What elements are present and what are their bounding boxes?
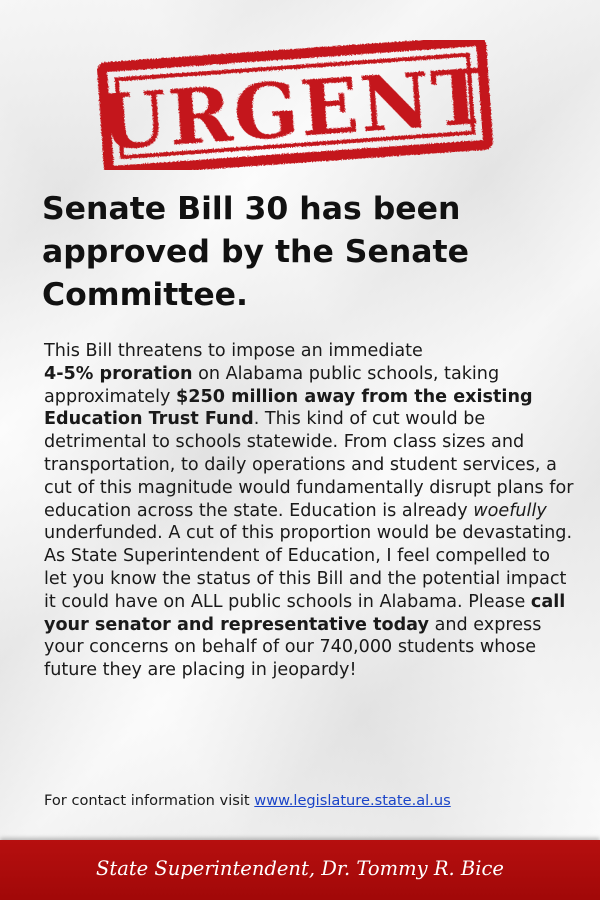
body-paragraph — [44, 340, 574, 682]
body-text-4: underfunded. A cut of this proportion would be devastating. As State Superintendent of Education, I feel compelled to let you know the status of this Bill and the potential impact it could have on ALL public schools in Alabama. Please — [44, 523, 573, 612]
body-text-3: . This kind of cut would be detrimental to schools statewide. From class sizes and transportation, to daily operations and student services, a cut of this magnitude would fundamentally disrupt plans for education across the state. Education is already — [44, 409, 574, 521]
funding-cut-highlight: $250 million away from the existing Education Trust Fund — [44, 386, 533, 430]
proration-highlight: 4-5% proration — [44, 363, 193, 384]
footer-signature: State Superintendent, Dr. Tommy R. Bice — [96, 857, 504, 880]
urgent-stamp-graphic — [95, 40, 495, 170]
urgent-stamp-text: URGENT — [97, 51, 494, 168]
body-text-5: and express your concerns on behalf of our 740,000 students whose future they are placing in jeopardy! — [44, 614, 542, 681]
headline: Senate Bill 30 has been approved by the Senate Committee. — [42, 191, 469, 313]
woefully-emphasis: woefully — [473, 500, 547, 521]
call-to-action-highlight: call your senator and representative today — [44, 591, 566, 635]
body-text-2: on Alabama public schools, taking approximately — [44, 363, 500, 407]
legislature-link[interactable]: www.legislature.state.al.us — [254, 792, 451, 809]
body-text-1: This Bill threatens to impose an immediate — [44, 341, 423, 361]
urgent-stamp — [95, 40, 495, 170]
contact-line — [44, 791, 574, 811]
footer-banner — [0, 840, 600, 900]
contact-prefix: For contact information visit — [44, 792, 255, 809]
